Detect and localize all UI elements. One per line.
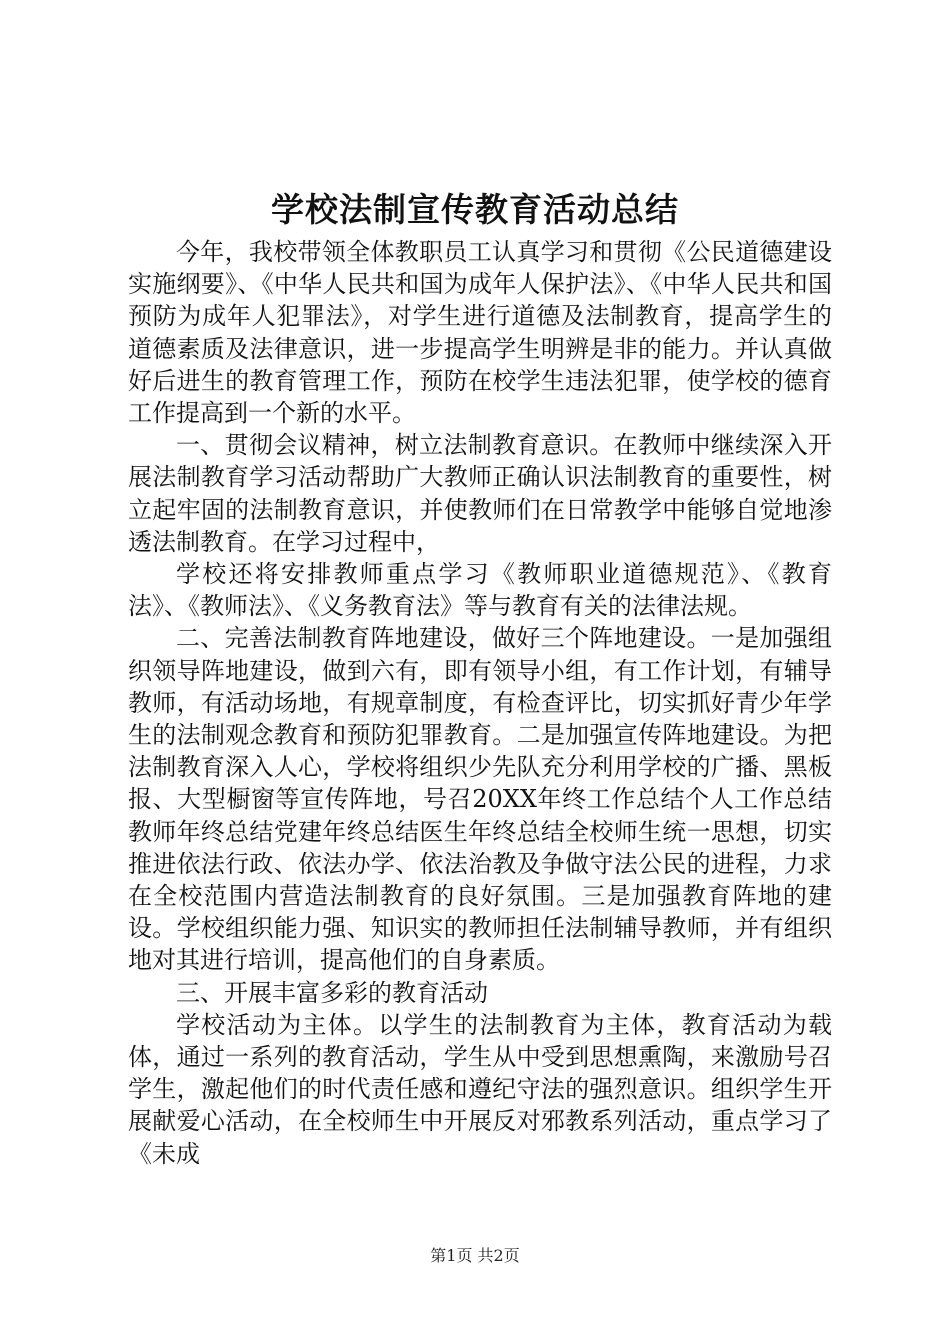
paragraph-section-2: 二、完善法制教育阵地建设，做好三个阵地建设。一是加强组织领导阵地建设，做到六有，即有领导小组，有工作计划，有辅导教师，有活动场地，有规章制度，有检查评比，切实抓好青少年学生的法制观念教育和预防犯罪教育。二是加强宣传阵地建设。为把法制教育深入人心，学校将组织少先队充分利用学校的广播、黑板报、大型橱窗等宣传阵地，号召20XX年终工作总结个人工作总结教师年终总结党建年终总结医生年终总结全校师生统一思想，切实推进依法行政、依法办学、依法治教及争做守法公民的进程，力求在全校范围内营造法制教育的良好氛围。三是加强教育阵地的建设。学校组织能力强、知识实的教师担任法制辅导教师，并有组织地对其进行培训，提高他们的自身素质。: [128, 624, 832, 975]
page-footer: 第1页 共2页: [430, 1246, 520, 1265]
paragraph-intro: 今年，我校带领全体教职员工认真学习和贯彻《公民道德建设实施纲要》、《中华人民共和国为成年人保护法》、《中华人民共和国预防为成年人犯罪法》，对学生进行道德及法制教育，提高学生的道德素质及法律意识，进一步提高学生明辨是非的能力。并认真做好后进生的教育管理工作，预防在校学生违法犯罪，使学校的德育工作提高到一个新的水平。: [128, 238, 832, 428]
document-body: [128, 236, 832, 1170]
paragraph-section-3-heading: 三、开展丰富多彩的教育活动: [176, 978, 488, 1007]
paragraph-section-1-continued: 学校还将安排教师重点学习《教师职业道德规范》、《教育法》、《教师法》、《义务教育法》等与教育有关的法律法规。: [128, 560, 832, 621]
paragraph-section-3: 学校活动为主体。以学生的法制教育为主体，教育活动为载体，通过一系列的教育活动，学生从中受到思想熏陶，来激励号召学生，激起他们的时代责任感和遵纪守法的强烈意识。组织学生开展献爱心活动，在全校师生中开展反对邪教系列活动，重点学习了《未成: [128, 1010, 832, 1168]
paragraph-section-1: 一、贯彻会议精神，树立法制教育意识。在教师中继续深入开展法制教育学习活动帮助广大教师正确认识法制教育的重要性，树立起牢固的法制教育意识，并使教师们在日常教学中能够自觉地渗透法制教育。在学习过程中，: [128, 431, 832, 556]
document-title: 学校法制宣传教育活动总结: [271, 190, 679, 229]
